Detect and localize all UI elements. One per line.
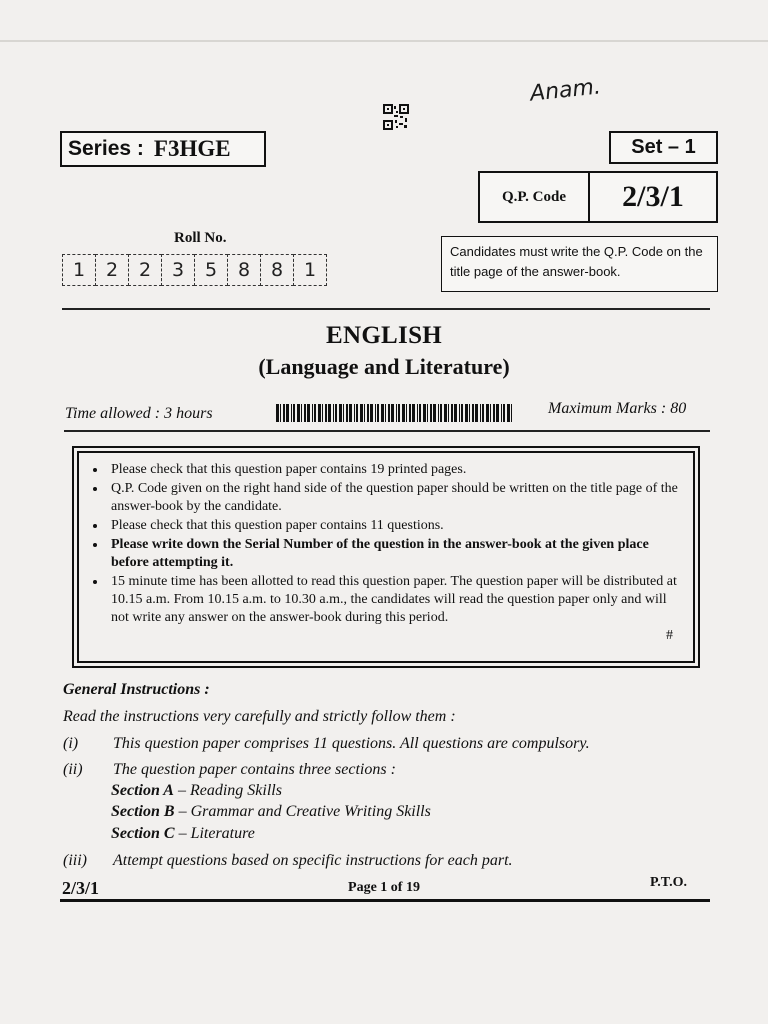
instruction-text: The question paper contains three sections : bbox=[113, 761, 396, 778]
time-allowed: Time allowed : 3 hours bbox=[65, 405, 213, 422]
divider bbox=[64, 430, 710, 432]
footer-divider bbox=[60, 899, 710, 902]
instruction-number: (ii) bbox=[63, 761, 83, 778]
paper-title: ENGLISH bbox=[325, 322, 443, 349]
barcode-icon bbox=[276, 404, 512, 422]
instruction-text: Attempt questions based on specific instructions for each part. bbox=[113, 852, 513, 869]
instruction-text: This question paper comprises 11 questions. All questions are compulsory. bbox=[113, 735, 590, 752]
paper-subtitle: (Language and Literature) bbox=[258, 354, 510, 379]
qp-code-value: 2/3/1 bbox=[622, 180, 684, 213]
qp-code-label: Q.P. Code bbox=[480, 173, 590, 221]
section-a-desc: – Reading Skills bbox=[173, 782, 282, 799]
instruction-number: (i) bbox=[63, 735, 79, 752]
notice-list bbox=[93, 461, 681, 627]
instruction-item bbox=[63, 735, 590, 753]
section-a-name: Section A bbox=[111, 782, 174, 799]
candidate-note: Candidates must write the Q.P. Code on the title page of the answer-book. bbox=[441, 236, 718, 292]
general-instructions-intro: Read the instructions very carefully and strictly follow them : bbox=[63, 708, 456, 725]
instruction-item bbox=[63, 852, 513, 870]
section-b-line bbox=[111, 803, 431, 821]
section-c-line bbox=[111, 825, 255, 843]
roll-digit[interactable]: 2 bbox=[95, 254, 129, 286]
roll-number-label: Roll No. bbox=[174, 230, 227, 246]
section-b-name: Section B bbox=[111, 803, 175, 820]
notice-item: • Q.P. Code given on the right hand side of the question paper should be written on the title page of the answer-book by the candidate. bbox=[107, 480, 681, 516]
roll-digit[interactable]: 2 bbox=[128, 254, 162, 286]
handwritten-signature: Anam. bbox=[528, 74, 603, 107]
qp-code-box bbox=[478, 171, 718, 223]
hash-mark: # bbox=[666, 628, 673, 643]
instruction-item bbox=[63, 761, 396, 779]
series-box bbox=[60, 131, 266, 167]
footer-qp-code: 2/3/1 bbox=[62, 878, 100, 898]
series-label: Series : bbox=[68, 137, 144, 160]
roll-digit[interactable]: 8 bbox=[260, 254, 294, 286]
set-box: Set – 1 bbox=[609, 131, 718, 164]
roll-digit[interactable]: 1 bbox=[62, 254, 96, 286]
notice-box bbox=[72, 446, 700, 668]
notice-item: • Please check that this question paper contains 11 questions. bbox=[107, 517, 681, 535]
general-instructions-heading: General Instructions : bbox=[63, 681, 210, 698]
roll-digit[interactable]: 5 bbox=[194, 254, 228, 286]
page-number: Page 1 of 19 bbox=[348, 880, 420, 895]
instruction-number: (iii) bbox=[63, 852, 87, 869]
notice-item: • Please check that this question paper contains 19 printed pages. bbox=[107, 461, 681, 479]
section-a-line bbox=[111, 782, 282, 800]
roll-digit[interactable]: 1 bbox=[293, 254, 327, 286]
roll-digit[interactable]: 8 bbox=[227, 254, 261, 286]
page-top-edge bbox=[0, 40, 768, 42]
section-c-desc: – Literature bbox=[174, 825, 255, 842]
roll-digit[interactable]: 3 bbox=[161, 254, 195, 286]
section-c-name: Section C bbox=[111, 825, 175, 842]
pto-label: P.T.O. bbox=[650, 875, 687, 890]
roll-number-boxes bbox=[62, 254, 326, 286]
series-code: F3HGE bbox=[153, 136, 231, 161]
section-b-desc: – Grammar and Creative Writing Skills bbox=[174, 803, 431, 820]
divider bbox=[62, 308, 710, 310]
maximum-marks: Maximum Marks : 80 bbox=[548, 400, 687, 417]
notice-item: • Please write down the Serial Number of the question in the answer-book at the given place before attempting it. bbox=[107, 536, 681, 572]
notice-item: • 15 minute time has been allotted to read this question paper. The question paper will be distributed at 10.15 a.m. From 10.15 a.m. to 10.30 a.m., the candidates will read the question paper only and will not write any answer on the answer-book during this period. bbox=[107, 573, 681, 627]
qr-code-icon bbox=[383, 104, 409, 130]
